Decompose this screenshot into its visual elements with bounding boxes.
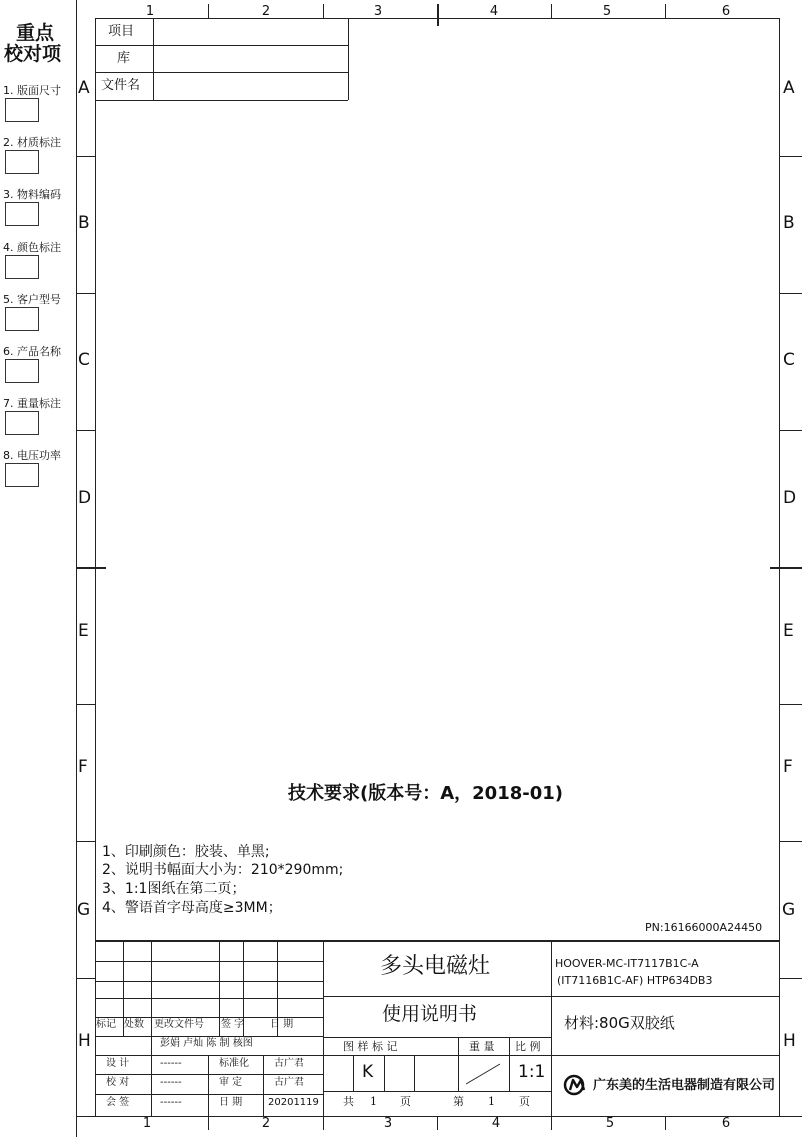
- checklist-checkbox-voltage[interactable]: [5, 463, 39, 487]
- scale-value: 1:1: [518, 1062, 546, 1082]
- row-label-right-d: D: [783, 488, 797, 508]
- library-field[interactable]: [154, 46, 347, 71]
- filename-label: 文件名: [101, 78, 141, 93]
- sheet-label: 第: [453, 1095, 464, 1108]
- filename-field[interactable]: [154, 73, 347, 99]
- library-label: 库: [117, 51, 131, 66]
- total-page-unit: 页: [400, 1095, 411, 1108]
- row-label-left-a: A: [78, 78, 90, 98]
- checklist-item-color: 4. 颜色标注: [3, 241, 61, 254]
- checklist-item-customer-model: 5. 客户型号: [3, 293, 61, 306]
- rev-header-date: 日 期: [270, 1019, 294, 1030]
- col-label-top-2: 2: [261, 4, 271, 19]
- mark-label: 图 样 标 记: [343, 1040, 398, 1053]
- col-label-bottom-2: 2: [261, 1116, 271, 1131]
- checklist-item-code: 3. 物料编码: [3, 188, 61, 201]
- rev-header-sign: 签 字: [221, 1019, 245, 1030]
- row-label-left-e: E: [78, 621, 89, 641]
- col-label-bottom-3: 3: [383, 1116, 393, 1131]
- std-label: 标准化: [219, 1058, 249, 1069]
- row-label-left-b: B: [78, 213, 90, 233]
- col-label-bottom-5: 5: [605, 1116, 615, 1131]
- check-value: ------: [160, 1077, 182, 1088]
- checklist-item-size: 1. 版面尺寸: [3, 84, 61, 97]
- row-label-left-h: H: [78, 1031, 91, 1051]
- checklist-checkbox-color[interactable]: [5, 255, 39, 279]
- tech-requirements-title: 技术要求(版本号：A，2018-01): [288, 783, 563, 804]
- col-label-bottom-4: 4: [491, 1116, 501, 1131]
- checklist-title-line1: 重点: [16, 22, 55, 44]
- row-label-left-d: D: [78, 488, 92, 508]
- row-label-right-a: A: [783, 78, 795, 98]
- design-label: 设 计: [106, 1058, 130, 1069]
- doc-name: 使用说明书: [382, 1003, 478, 1025]
- rev-header-change-doc: 更改文件号: [154, 1019, 204, 1030]
- midea-logo-icon: [563, 1074, 593, 1096]
- col-label-top-5: 5: [602, 4, 612, 19]
- total-label: 共: [343, 1095, 354, 1108]
- sheet-page-unit: 页: [519, 1095, 530, 1108]
- review-label: 审 定: [219, 1077, 243, 1088]
- date-value: 20201119: [268, 1097, 319, 1108]
- checklist-checkbox-size[interactable]: [5, 98, 39, 122]
- product-name: 多头电磁灶: [380, 954, 491, 979]
- countersign-value: ------: [160, 1097, 182, 1108]
- review-person: 古广君: [274, 1077, 304, 1088]
- design-value: ------: [160, 1058, 182, 1069]
- col-label-top-6: 6: [721, 4, 731, 19]
- project-field[interactable]: [154, 19, 347, 44]
- col-label-top-4: 4: [489, 4, 499, 19]
- checklist-item-voltage: 8. 电压功率: [3, 449, 61, 462]
- company-name: 广东美的生活电器制造有限公司: [593, 1078, 776, 1093]
- rev-header-count: 处数: [124, 1019, 144, 1030]
- row-label-right-c: C: [783, 350, 795, 370]
- model-line-2: (IT7116B1C-AF) HTP634DB3: [557, 974, 713, 987]
- checklist-checkbox-weight[interactable]: [5, 411, 39, 435]
- col-label-top-3: 3: [373, 4, 383, 19]
- people-row: 彭娟 卢灿 陈 制 核图: [160, 1038, 253, 1049]
- date-label: 日 期: [219, 1097, 243, 1108]
- material: 材料:80G双胶纸: [564, 1014, 675, 1032]
- checklist-checkbox-material[interactable]: [5, 150, 39, 174]
- row-label-right-h: H: [783, 1031, 796, 1051]
- rev-header-mark: 标记: [96, 1019, 116, 1030]
- row-label-left-c: C: [78, 350, 90, 370]
- checklist-checkbox-code[interactable]: [5, 202, 39, 226]
- checklist-checkbox-product-name[interactable]: [5, 359, 39, 383]
- weight-label: 重 量: [469, 1040, 495, 1053]
- col-label-bottom-6: 6: [721, 1116, 731, 1131]
- checklist-item-weight: 7. 重量标注: [3, 397, 61, 410]
- scale-label: 比 例: [515, 1040, 541, 1053]
- countersign-label: 会 签: [106, 1097, 130, 1108]
- mark-value: K: [362, 1062, 374, 1082]
- row-label-left-f: F: [78, 757, 88, 777]
- row-label-right-b: B: [783, 213, 795, 233]
- row-label-right-g: G: [782, 900, 796, 920]
- check-label: 校 对: [106, 1077, 130, 1088]
- sheet-value: 1: [488, 1095, 495, 1108]
- model-line-1: HOOVER-MC-IT7117B1C-A: [555, 957, 699, 970]
- row-label-right-e: E: [783, 621, 794, 641]
- tech-line-3: 3、1:1图纸在第二页；: [102, 881, 246, 897]
- weight-slash-icon: [462, 1060, 506, 1088]
- col-label-bottom-1: 1: [142, 1116, 152, 1131]
- tech-line-4: 4、警语首字母高度≥3MM；: [102, 900, 282, 916]
- tech-line-2: 2、说明书幅面大小为：210*290mm;: [102, 862, 344, 878]
- col-label-top-1: 1: [145, 4, 155, 19]
- total-value: 1: [370, 1095, 377, 1108]
- checklist-title-line2: 校对项: [4, 43, 62, 65]
- part-number: PN:16166000A24450: [645, 921, 763, 934]
- checklist-item-product-name: 6. 产品名称: [3, 345, 61, 358]
- std-person: 古广君: [274, 1058, 304, 1069]
- project-label: 项目: [108, 24, 135, 39]
- checklist-item-material: 2. 材质标注: [3, 136, 61, 149]
- row-label-right-f: F: [783, 757, 793, 777]
- checklist-checkbox-customer-model[interactable]: [5, 307, 39, 331]
- tech-line-1: 1、印刷颜色：胶装、单黑;: [102, 844, 270, 860]
- row-label-left-g: G: [77, 900, 91, 920]
